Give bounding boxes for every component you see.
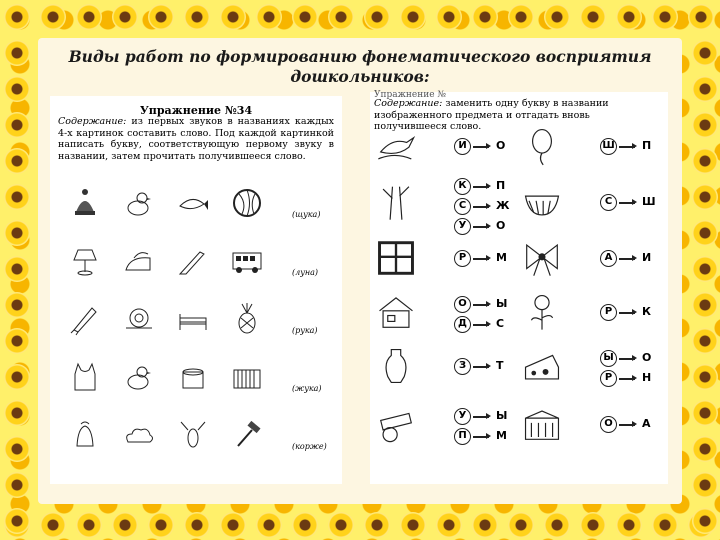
content-text: из первых звуков в названиях каждых 4-х картинок составить слово. Под каждой картинкой написать букву, соответствующую первому звуку в названии, затем прочитать получившееся слово. <box>58 116 334 162</box>
answer-word: (щука) <box>292 210 321 219</box>
sunflower-icon <box>220 512 246 538</box>
arrow-right-icon <box>473 366 489 368</box>
sunflower-icon <box>4 292 30 318</box>
sunflower-icon <box>436 512 462 538</box>
letter-circle: У <box>454 218 471 235</box>
letter-circle: И <box>454 138 471 155</box>
replacement-letter: Н <box>642 371 652 384</box>
arrow-right-icon <box>619 358 635 360</box>
answer-word: (луна) <box>292 268 319 277</box>
vase-icon <box>376 346 416 386</box>
arrow-right-icon <box>619 424 635 426</box>
sunflower-icon <box>4 328 30 354</box>
letter-circle: О <box>600 416 617 433</box>
sunflower-icon <box>692 328 718 354</box>
sunflower-icon <box>400 4 426 30</box>
sunflower-icon <box>508 512 534 538</box>
sunflower-icon <box>220 4 246 30</box>
letter-circle: Р <box>600 304 617 321</box>
sunflower-icon <box>148 512 174 538</box>
sunflower-icon <box>292 4 318 30</box>
answer-word: (рука) <box>292 326 318 335</box>
replacement-letter: О <box>642 351 652 364</box>
sunflower-icon <box>112 512 138 538</box>
answer-word: (жука) <box>292 384 322 393</box>
arrow-right-icon <box>619 202 635 204</box>
sunflower-icon <box>692 400 718 426</box>
sunflower-icon <box>4 508 30 534</box>
sunflower-icon <box>184 512 210 538</box>
sunflower-icon <box>544 4 570 30</box>
arrow-right-icon <box>473 258 489 260</box>
sunflower-icon <box>4 256 30 282</box>
arrow-right-icon <box>619 312 635 314</box>
sunflower-icon <box>4 76 30 102</box>
cloud-icon <box>122 418 156 452</box>
watermelon-icon <box>230 186 264 220</box>
sunflower-icon <box>400 512 426 538</box>
rose-icon <box>522 292 562 332</box>
letter-circle: У <box>454 408 471 425</box>
letter-circle: С <box>600 194 617 211</box>
snail-icon <box>122 302 156 336</box>
box-icon <box>522 404 562 444</box>
content-label: Содержание: <box>58 116 127 127</box>
sunflower-icon <box>4 112 30 138</box>
arrow-right-icon <box>619 378 635 380</box>
hat-icon <box>68 186 102 220</box>
iron-icon <box>122 244 156 278</box>
arrow-right-icon <box>473 324 489 326</box>
arrow-right-icon <box>619 146 635 148</box>
content-label: Содержание: <box>374 98 443 109</box>
sunflower-icon <box>692 508 718 534</box>
arrow-right-icon <box>473 436 489 438</box>
chick-icon <box>122 186 156 220</box>
sunflower-icon <box>40 512 66 538</box>
sunflower-icon <box>4 4 30 30</box>
sunflower-icon <box>40 4 66 30</box>
sunflower-icon <box>616 4 642 30</box>
bell-icon <box>68 418 102 452</box>
sunflower-icon <box>328 4 354 30</box>
replacement-letter: П <box>496 179 506 192</box>
exercise-card-left <box>50 96 342 484</box>
letter-circle: Ш <box>600 138 617 155</box>
exercise-title: Упражнение №34 <box>139 104 253 117</box>
content-text: заменить одну букву в названии изображенного предмета и отгадать вновь получившееся слово. <box>374 98 609 132</box>
replacement-letter: П <box>642 139 652 152</box>
fish-icon <box>176 186 210 220</box>
sunflower-icon <box>4 148 30 174</box>
sunflower-icon <box>184 4 210 30</box>
cheese-icon <box>522 346 562 386</box>
tree-icon <box>376 182 416 222</box>
house-icon <box>376 292 416 332</box>
replacement-letter: Ш <box>642 195 656 208</box>
sunflower-icon <box>76 4 102 30</box>
sunflower-icon <box>692 148 718 174</box>
exercise-content <box>374 98 664 133</box>
sunflower-icon <box>364 512 390 538</box>
letter-circle: К <box>454 178 471 195</box>
sunflower-icon <box>692 472 718 498</box>
balloon-icon <box>522 126 562 166</box>
sunflower-icon <box>692 112 718 138</box>
pineapple-icon <box>230 302 264 336</box>
sunflower-icon <box>436 4 462 30</box>
replacement-letter: Ж <box>496 199 510 212</box>
sunflower-icon <box>692 256 718 282</box>
replacement-letter: Ы <box>496 409 508 422</box>
bowl-icon <box>522 182 562 222</box>
letter-circle: Р <box>454 250 471 267</box>
cage-icon <box>230 360 264 394</box>
replacement-letter: Ы <box>496 297 508 310</box>
arrow-right-icon <box>473 226 489 228</box>
letter-circle: Д <box>454 316 471 333</box>
sunflower-icon <box>692 364 718 390</box>
rocket-icon <box>68 302 102 336</box>
sunflower-icon <box>652 4 678 30</box>
crayfish-icon <box>176 418 210 452</box>
exercise-content <box>58 116 334 162</box>
sunflower-icon <box>616 512 642 538</box>
letter-circle: Р <box>600 370 617 387</box>
cannon-icon <box>376 404 416 444</box>
sunflower-icon <box>692 184 718 210</box>
replacement-letter: М <box>496 429 507 442</box>
letter-circle: Ы <box>600 350 617 367</box>
sunflower-icon <box>580 512 606 538</box>
replacement-letter: С <box>496 317 505 330</box>
exercise-header-fragment: Упражнение № <box>374 90 446 100</box>
sunflower-icon <box>4 184 30 210</box>
sunflower-icon <box>364 4 390 30</box>
bird-icon <box>376 126 416 166</box>
hammer-icon <box>230 418 264 452</box>
sunflower-icon <box>688 4 714 30</box>
replacement-letter: Т <box>496 359 504 372</box>
sunflower-icon <box>580 4 606 30</box>
sunflower-icon <box>508 4 534 30</box>
pot-icon <box>176 360 210 394</box>
sunflower-icon <box>4 472 30 498</box>
sunflower-icon <box>692 436 718 462</box>
sunflower-icon <box>256 4 282 30</box>
letter-circle: С <box>454 198 471 215</box>
sunflower-icon <box>472 512 498 538</box>
arrow-right-icon <box>619 258 635 260</box>
sunflower-icon <box>692 40 718 66</box>
replacement-letter: О <box>496 139 506 152</box>
sunflower-icon <box>692 220 718 246</box>
slide-title: Виды работ по формированию фонематического восприятия дошкольников: <box>68 47 652 86</box>
sunflower-icon <box>292 512 318 538</box>
answer-word: (корже) <box>292 442 327 451</box>
arrow-right-icon <box>473 186 489 188</box>
arrow-right-icon <box>473 206 489 208</box>
sunflower-icon <box>652 512 678 538</box>
sunflower-icon <box>328 512 354 538</box>
lamp-icon <box>68 244 102 278</box>
replacement-letter: А <box>642 417 651 430</box>
arrow-right-icon <box>473 416 489 418</box>
sunflower-icon <box>692 76 718 102</box>
sunflower-icon <box>692 292 718 318</box>
arrow-right-icon <box>473 304 489 306</box>
knife-icon <box>176 244 210 278</box>
sunflower-icon <box>472 4 498 30</box>
window-frame-icon <box>376 238 416 278</box>
sunflower-icon <box>4 436 30 462</box>
sunflower-icon <box>4 400 30 426</box>
bow-icon <box>522 238 562 278</box>
tank-top-icon <box>68 360 102 394</box>
replacement-letter: О <box>496 219 506 232</box>
sunflower-icon <box>4 220 30 246</box>
letter-circle: З <box>454 358 471 375</box>
sunflower-icon <box>148 4 174 30</box>
sunflower-icon <box>256 512 282 538</box>
letter-circle: П <box>454 428 471 445</box>
sunflower-icon <box>4 364 30 390</box>
sunflower-icon <box>112 4 138 30</box>
chick-icon <box>122 360 156 394</box>
letter-circle: А <box>600 250 617 267</box>
replacement-letter: К <box>642 305 651 318</box>
replacement-letter: М <box>496 251 507 264</box>
sunflower-icon <box>544 512 570 538</box>
sunflower-icon <box>4 40 30 66</box>
bed-icon <box>176 302 210 336</box>
sunflower-icon <box>76 512 102 538</box>
bus-icon <box>230 244 264 278</box>
letter-circle: О <box>454 296 471 313</box>
replacement-letter: И <box>642 251 652 264</box>
arrow-right-icon <box>473 146 489 148</box>
exercise-card-right <box>370 92 668 484</box>
